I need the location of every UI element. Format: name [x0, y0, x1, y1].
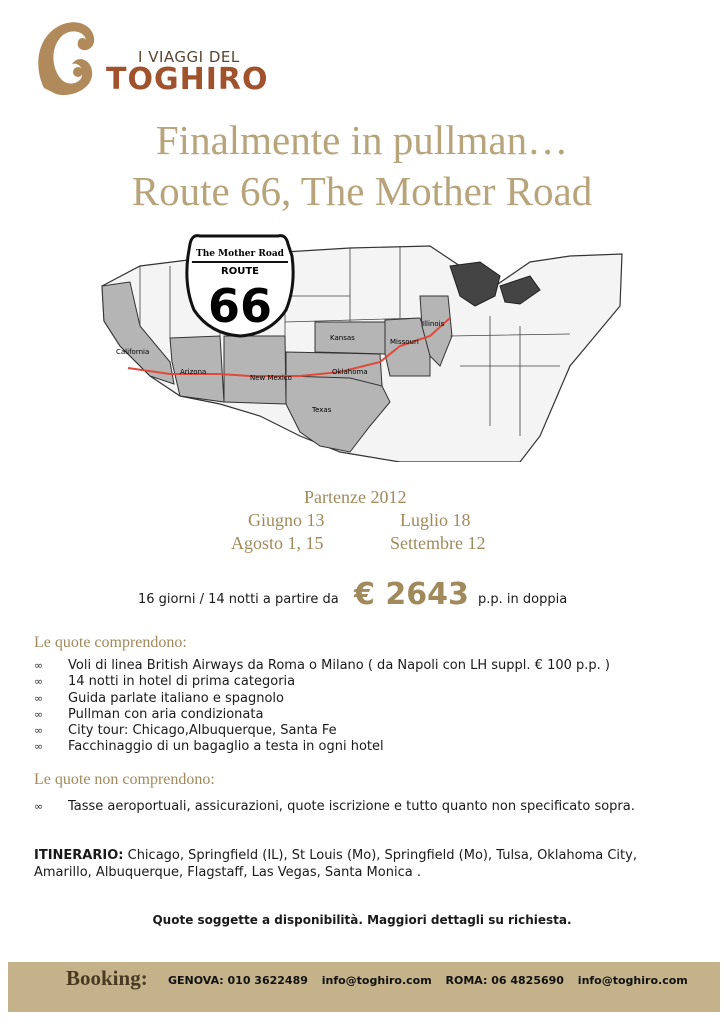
route66-shield-icon	[187, 236, 293, 336]
price-row	[0, 577, 724, 614]
map-label-newmexico: New Mexico	[250, 374, 292, 382]
infinity-bullet-icon: ∞	[34, 707, 44, 721]
itinerary-label: ITINERARIO:	[34, 848, 124, 863]
company-logo	[34, 18, 304, 100]
roma-phone: ROMA: 06 4825690	[445, 974, 564, 987]
booking-footer	[8, 962, 720, 1012]
included-heading: Le quote comprendono:	[34, 634, 187, 651]
list-item: ∞ Facchinaggio di un bagaglio a testa in ogni hotel	[34, 739, 384, 755]
infinity-bullet-icon: ∞	[34, 724, 44, 738]
excluded-list	[34, 799, 635, 815]
departures-heading: Partenze 2012	[304, 487, 407, 507]
map-label-missouri: Missouri	[390, 338, 419, 346]
list-item: ∞ City tour: Chicago,Albuquerque, Santa Fe	[34, 723, 337, 739]
map-label-arizona: Arizona	[180, 368, 207, 376]
departure-august: Agosto 1, 15	[231, 533, 324, 553]
squirrel-logo-icon	[34, 18, 104, 98]
brand-name: TOGHIRO	[106, 62, 269, 97]
map-label-kansas: Kansas	[330, 334, 355, 342]
map-label-illinois: Illinois	[422, 320, 445, 328]
list-item: ∞ Voli di linea British Airways da Roma o Milano ( da Napoli con LH suppl. € 100 p.p. )	[34, 658, 611, 673]
price-lead: 16 giorni / 14 notti a partire da	[138, 592, 339, 607]
list-item: ∞ Pullman con aria condizionata	[34, 706, 264, 722]
departure-june: Giugno 13	[248, 510, 325, 530]
page-title-line1: Finalmente in pullman…	[155, 117, 569, 163]
itinerary-text: Chicago, Springfield (IL), St Louis (Mo), Springfield (Mo), Tulsa, Oklahoma City, Amarillo, Albuquerque, Flagstaff, Las Vegas, Santa Monica .	[34, 848, 637, 880]
map-label-oklahoma: Oklahoma	[332, 368, 368, 376]
infinity-bullet-icon: ∞	[34, 800, 44, 813]
infinity-bullet-icon: ∞	[34, 691, 44, 705]
usa-map-image	[100, 226, 624, 462]
roma-email-link[interactable]: info@toghiro.com	[577, 974, 688, 987]
price-amount: € 2643	[354, 577, 469, 612]
page-title-line2: Route 66, The Mother Road	[131, 168, 593, 214]
excluded-heading: Le quote non comprendono:	[34, 771, 215, 788]
price-tail: p.p. in doppia	[478, 592, 568, 607]
shield-number-text: 66	[207, 279, 273, 333]
map-label-california: California	[116, 348, 150, 356]
infinity-bullet-icon: ∞	[34, 659, 44, 672]
shield-route-text: ROUTE	[221, 266, 259, 277]
map-label-texas: Texas	[312, 406, 332, 414]
list-item: ∞ Tasse aeroportuali, assicurazioni, quote iscrizione e tutto quanto non specificato sopra.	[34, 799, 635, 814]
infinity-bullet-icon: ∞	[34, 675, 44, 689]
departure-september: Settembre 12	[390, 533, 486, 553]
infinity-bullet-icon: ∞	[34, 740, 44, 754]
genova-phone: GENOVA: 010 3622489	[168, 974, 308, 987]
shield-top-text: The Mother Road	[196, 249, 284, 259]
genova-email-link[interactable]: info@toghiro.com	[321, 974, 432, 987]
route66-map	[100, 226, 624, 462]
departure-july: Luglio 18	[400, 510, 471, 530]
list-item: ∞ 14 notti in hotel di prima categoria	[34, 674, 296, 690]
booking-label: Booking:	[66, 966, 148, 990]
brand-tagline: I VIAGGI DEL	[138, 48, 240, 66]
availability-note: Quote soggette a disponibilità. Maggiori dettagli su richiesta.	[152, 913, 572, 927]
booking-contacts	[168, 974, 698, 987]
itinerary	[34, 847, 694, 881]
included-list	[34, 658, 610, 756]
list-item: ∞ Guida parlate italiano e spagnolo	[34, 690, 284, 706]
